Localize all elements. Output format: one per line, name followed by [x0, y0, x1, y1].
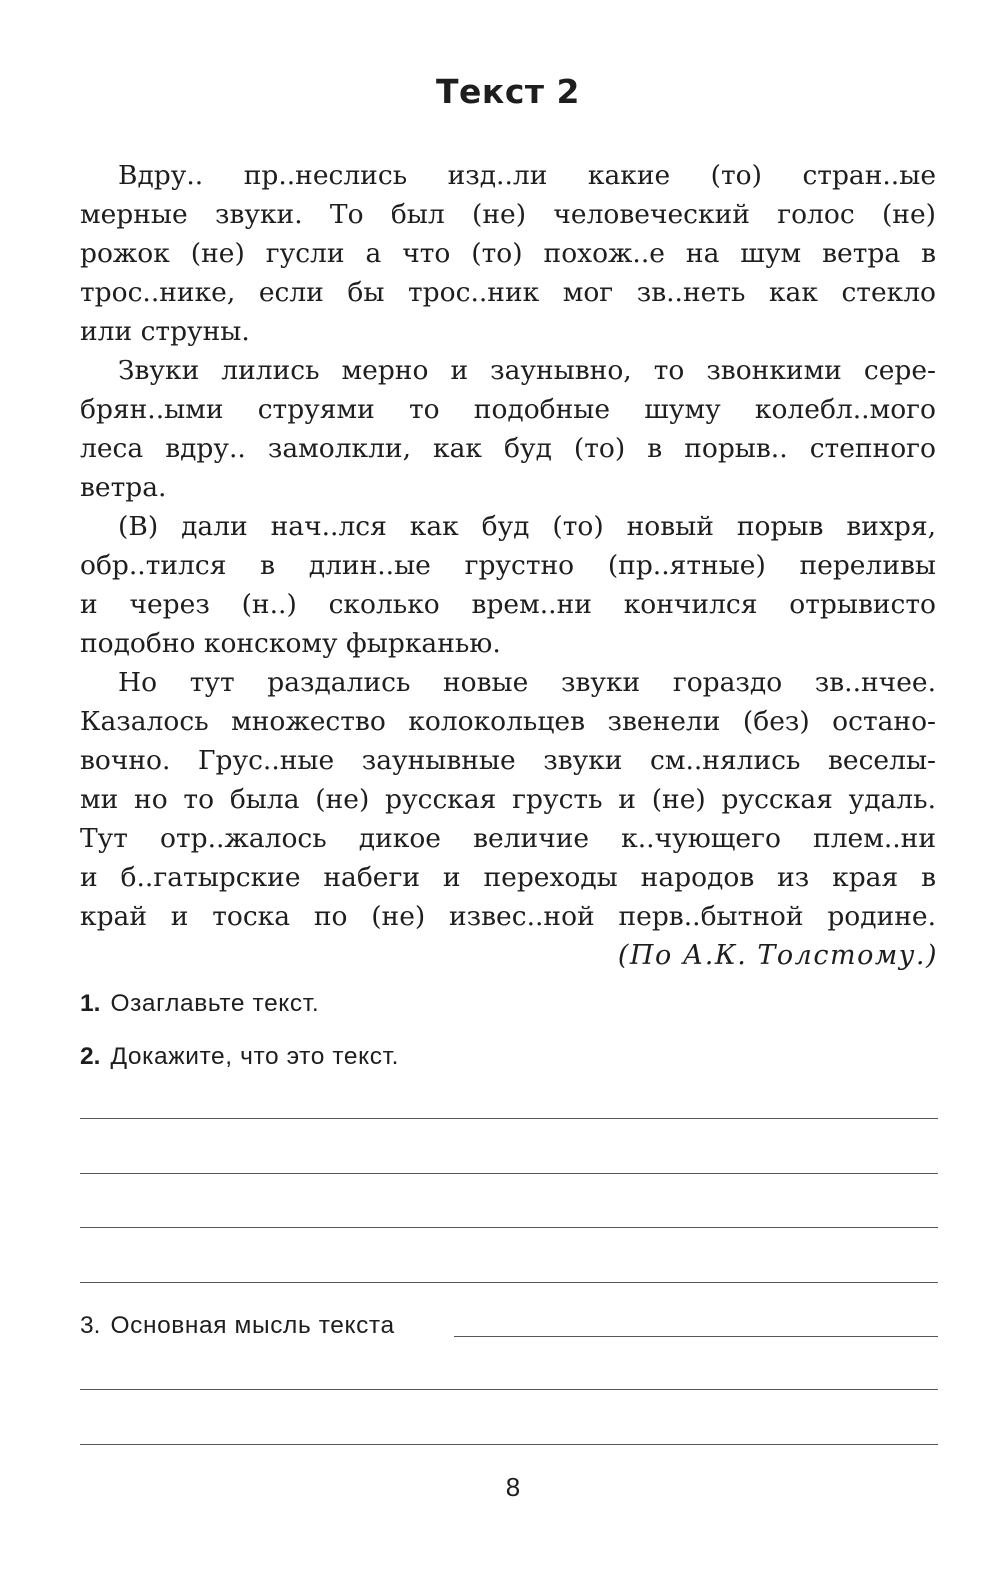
- text-line: мерные звуки. То был (не) человеческий голос (не): [80, 199, 936, 230]
- text-line: и б..гатырские набеги и переходы народов из края в: [80, 862, 936, 893]
- task-1: [80, 990, 319, 1018]
- task-text: Озаглавьте текст.: [110, 990, 320, 1017]
- text-line: ветра.: [80, 472, 167, 503]
- text-line: Казалось множество колокольцев звенели (без) остано-: [80, 706, 936, 737]
- answer-line[interactable]: [80, 1227, 938, 1228]
- page-title: Текст 2: [436, 72, 580, 111]
- text-line: подобно конскому фырканью.: [80, 628, 501, 659]
- answer-line[interactable]: [454, 1336, 938, 1337]
- task-2: [80, 1043, 399, 1071]
- text-line: Вдру.. пр..неслись изд..ли какие (то) стран..ые: [118, 160, 936, 191]
- text-line: Тут отр..жалось дикое величие к..чующего плем..ни: [80, 823, 936, 854]
- text-line: леса вдру.. замолкли, как буд (то) в порыв.. степного: [80, 433, 936, 464]
- text-line: край и тоска по (не) извес..ной перв..бытной родине.: [80, 901, 936, 932]
- author-attribution: (По А.К. Толстому.): [617, 940, 938, 971]
- answer-line[interactable]: [80, 1282, 938, 1283]
- answer-line[interactable]: [80, 1444, 938, 1445]
- text-line: обр..тился в длин..ые грустно (пр..ятные) переливы: [80, 550, 936, 581]
- task-3: [80, 1312, 395, 1340]
- answer-line[interactable]: [80, 1173, 938, 1174]
- text-line: трос..нике, если бы трос..ник мог зв..неть как стекло: [80, 277, 936, 308]
- text-line: Но тут раздались новые звуки гораздо зв..нчее.: [118, 667, 936, 698]
- task-number: 1.: [80, 990, 101, 1017]
- text-line: рожок (не) гусли а что (то) похож..е на шум ветра в: [80, 238, 936, 269]
- text-line: брян..ыми струями то подобные шуму колебл..мого: [80, 394, 936, 425]
- text-line: ми но то была (не) русская грусть и (не) русская удаль.: [80, 784, 936, 815]
- text-line: или струны.: [80, 316, 250, 347]
- text-line: Звуки лились мерно и заунывно, то звонкими сере-: [118, 355, 936, 386]
- task-text: Докажите, что это текст.: [110, 1043, 400, 1070]
- answer-line[interactable]: [80, 1389, 938, 1390]
- page-number: 8: [505, 1472, 521, 1502]
- text-line: вочно. Грус..ные заунывные звуки см..нялись веселы-: [80, 745, 936, 776]
- answer-line[interactable]: [80, 1118, 938, 1119]
- task-number: 3.: [80, 1312, 101, 1339]
- text-line: и через (н..) сколько врем..ни кончился отрывисто: [80, 589, 936, 620]
- task-number: 2.: [80, 1043, 101, 1070]
- task-text: Основная мысль текста: [110, 1312, 395, 1339]
- text-line: (В) дали нач..лся как буд (то) новый порыв вихря,: [118, 511, 936, 542]
